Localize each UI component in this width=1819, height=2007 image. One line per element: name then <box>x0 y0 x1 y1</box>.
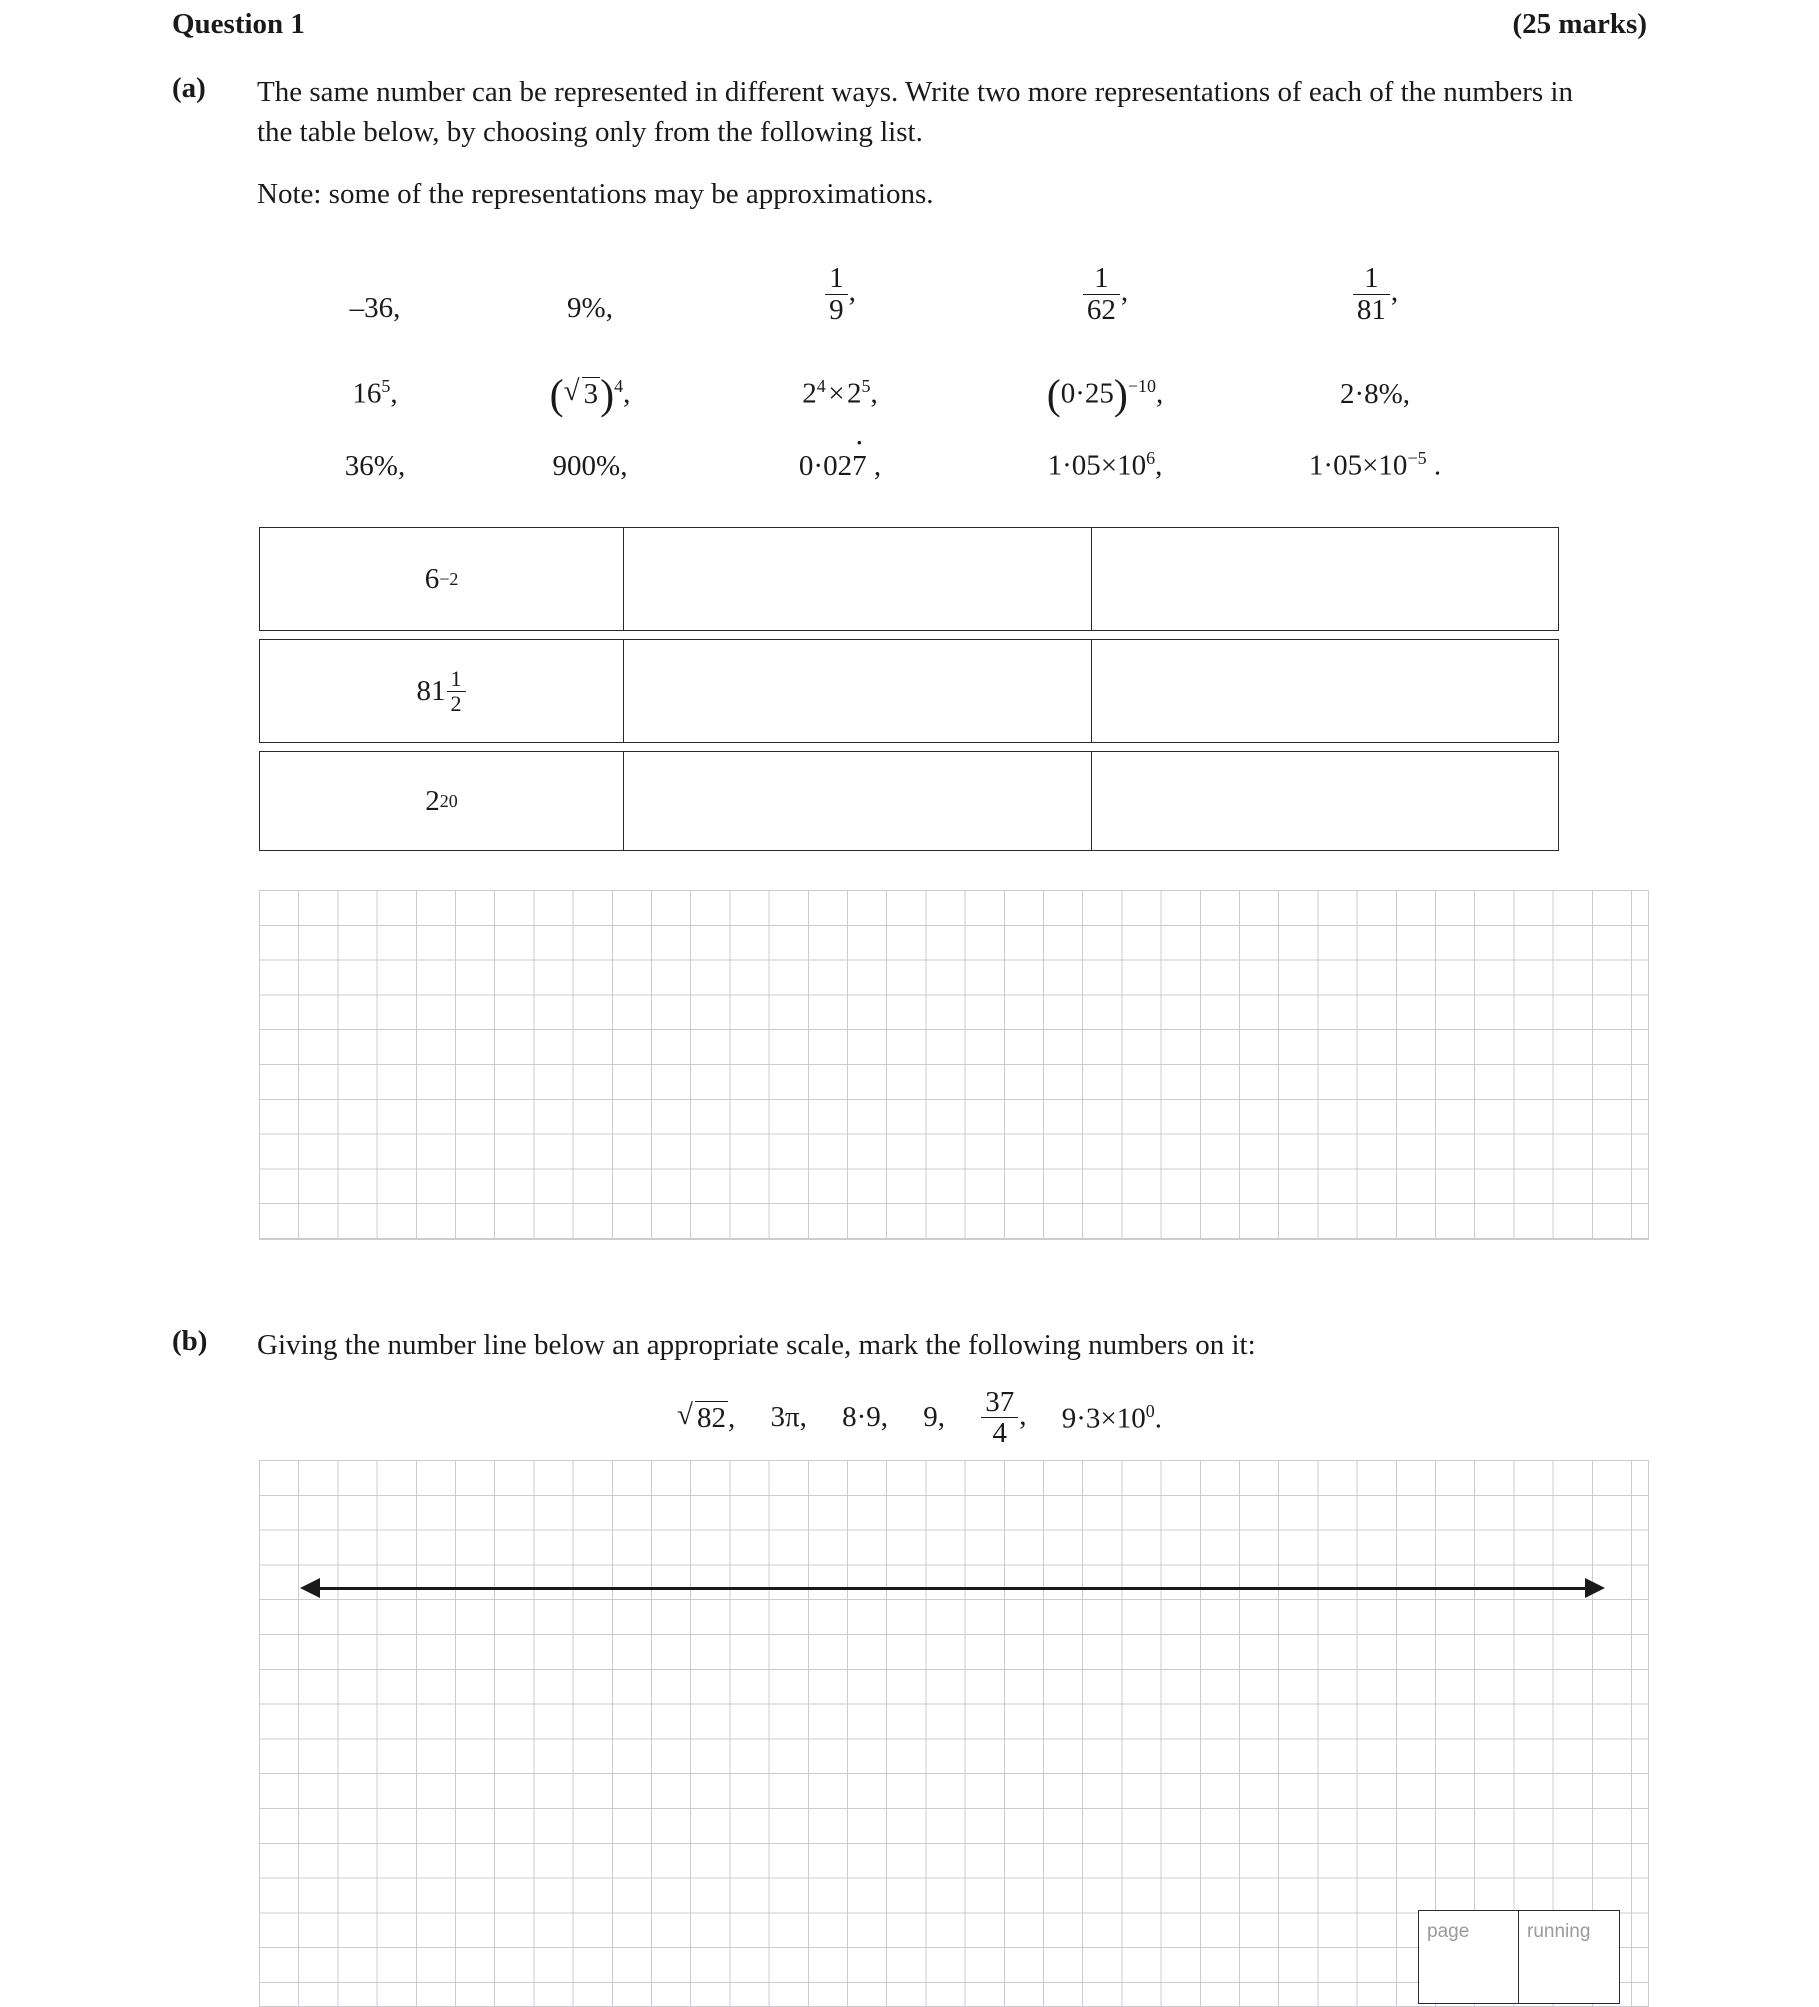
answer-cell-3-3[interactable] <box>1092 752 1556 850</box>
comma: , <box>1155 450 1163 482</box>
comma: , <box>1120 275 1129 308</box>
answer-cell-1-3[interactable] <box>1092 528 1556 630</box>
representation-row-2 <box>280 333 1510 419</box>
part-b-row <box>172 1325 1647 1365</box>
representation-row-3 <box>280 421 1510 483</box>
marks-label: (25 marks) <box>1512 8 1647 40</box>
base: 81 <box>416 674 446 707</box>
exponent: −10 <box>1127 376 1157 397</box>
exponent: 5 <box>381 376 391 397</box>
rep-item-16-pow-5 <box>280 376 470 411</box>
right-paren: ) <box>600 372 615 419</box>
given-value-cell-2 <box>260 640 624 742</box>
number-9: 9, <box>923 1401 946 1434</box>
number-37-over-4 <box>980 1387 1026 1449</box>
decimal-prefix: 0·02 <box>798 450 853 482</box>
number-line[interactable] <box>300 1578 1605 1598</box>
table-row <box>259 639 1559 743</box>
fraction-denominator: 4 <box>981 1417 1018 1448</box>
base: 16 <box>352 378 382 410</box>
rep-item-1-05e6 <box>970 448 1240 483</box>
footer-boxes <box>1418 1910 1620 2004</box>
period: . <box>1154 1402 1163 1435</box>
rep-item-one-eightyfirst <box>1240 263 1510 325</box>
exponent: 4 <box>614 376 624 397</box>
sqrt-icon <box>564 377 600 411</box>
mantissa: 1·05×10 <box>1047 450 1147 482</box>
mantissa: 1·05×10 <box>1308 450 1408 482</box>
answer-table <box>259 527 1559 859</box>
given-value-cell-3 <box>260 752 624 850</box>
fraction-denominator: 81 <box>1353 294 1390 325</box>
radicand: 82 <box>696 1401 726 1434</box>
exponent-1: 4 <box>816 376 826 397</box>
number-sqrt82 <box>677 1401 735 1435</box>
base: 2 <box>425 784 440 817</box>
given-value-cell-1 <box>260 528 624 630</box>
part-b-label: (b) <box>172 1325 208 1357</box>
answer-cell-3-2[interactable] <box>624 752 1092 850</box>
comma: , <box>1019 1399 1027 1432</box>
comma: , <box>870 378 878 410</box>
rep-item-2pow4-times-2pow5 <box>710 376 970 411</box>
fraction-one-62 <box>1083 263 1120 325</box>
fraction-one-ninth <box>825 263 848 325</box>
fraction-numerator: 1 <box>450 666 462 692</box>
fraction-denominator: 62 <box>1083 294 1120 325</box>
exponent: −5 <box>1407 448 1427 469</box>
left-paren: ( <box>1046 372 1061 419</box>
rep-item-one-ninth <box>710 263 970 325</box>
period: . <box>1433 450 1442 482</box>
comma: , <box>390 378 398 410</box>
base: 6 <box>424 562 440 595</box>
exponent: 0 <box>1145 1400 1155 1421</box>
left-paren: ( <box>549 372 564 419</box>
fraction-one-81 <box>1353 263 1390 325</box>
part-b-text: Giving the number line below an appropriate scale, mark the following numbers on it: <box>257 1329 1256 1361</box>
question-header <box>172 8 1647 41</box>
base-2: 2 <box>846 378 862 410</box>
comma: , <box>727 1401 736 1434</box>
table-row <box>259 751 1559 851</box>
fraction-37-4 <box>981 1387 1018 1449</box>
answer-cell-2-2[interactable] <box>624 640 1092 742</box>
arrow-right-icon <box>1585 1578 1605 1598</box>
base-1: 2 <box>802 378 817 410</box>
base: 0·25 <box>1060 378 1114 410</box>
rep-item-025-pow-minus10 <box>970 372 1240 419</box>
fraction-denominator: 2 <box>447 691 466 715</box>
number-8-9: 8·9, <box>842 1401 889 1434</box>
page-title: Question 1 <box>172 8 305 40</box>
exponent-2: 5 <box>861 376 871 397</box>
comma: , <box>1390 275 1399 308</box>
exponent: −2 <box>439 568 459 589</box>
recurring-digit: 7 · <box>852 450 867 483</box>
part-a-text: The same number can be represented in different ways. Write two more representations of each of the numbers in the table below, by choosing only from the following list. <box>257 76 1573 149</box>
fraction-numerator: 37 <box>985 1386 1015 1419</box>
answer-cell-2-3[interactable] <box>1092 640 1556 742</box>
number-3pi: 3π, <box>770 1401 807 1434</box>
sqrt-icon <box>677 1401 728 1435</box>
right-paren: ) <box>1113 372 1128 419</box>
rep-item-0-027-recurring <box>710 450 970 483</box>
fraction-numerator: 1 <box>829 262 844 295</box>
rep-item-900-percent: 900%, <box>552 450 628 482</box>
fraction-exponent <box>447 667 466 714</box>
radicand: 3 <box>583 378 599 410</box>
rep-item-9-percent: 9%, <box>567 292 613 324</box>
rep-item-one-sixtysecond <box>970 263 1240 325</box>
fraction-numerator: 1 <box>1094 262 1109 295</box>
fraction-numerator: 1 <box>1364 262 1379 295</box>
part-a <box>172 72 1647 211</box>
comma: , <box>623 378 631 410</box>
part-b-number-list <box>172 1387 1647 1449</box>
number-9-3e0 <box>1062 1401 1162 1436</box>
rep-item-36-percent: 36%, <box>344 450 406 482</box>
number-line-bar <box>314 1587 1591 1590</box>
exponent: 6 <box>1146 448 1156 469</box>
part-a-note: Note: some of the representations may be approximations. <box>257 178 934 211</box>
representation-list <box>280 255 1510 483</box>
representation-row-1 <box>280 255 1510 325</box>
table-row <box>259 527 1559 631</box>
rep-item-1-05e-minus5 <box>1240 448 1510 483</box>
comma: , <box>873 450 882 482</box>
part-a-row <box>172 72 1647 152</box>
answer-cell-1-2[interactable] <box>624 528 1092 630</box>
mantissa: 9·3×10 <box>1061 1402 1146 1435</box>
comma: , <box>848 275 856 308</box>
page-box[interactable]: page <box>1419 1911 1519 2003</box>
comma: , <box>1156 378 1164 410</box>
fraction-denominator: 9 <box>825 294 848 325</box>
rep-item-2-8-percent: 2·8%, <box>1339 378 1411 410</box>
part-b <box>172 1325 1647 1449</box>
running-box[interactable]: running <box>1527 1921 1591 1942</box>
exponent: 20 <box>439 790 458 811</box>
times-symbol: × <box>828 378 845 410</box>
rep-item-sqrt3-pow-4 <box>470 372 710 419</box>
working-grid-a[interactable] <box>259 890 1649 1240</box>
part-a-label: (a) <box>172 72 206 104</box>
rep-item-minus36: –36, <box>349 292 401 324</box>
